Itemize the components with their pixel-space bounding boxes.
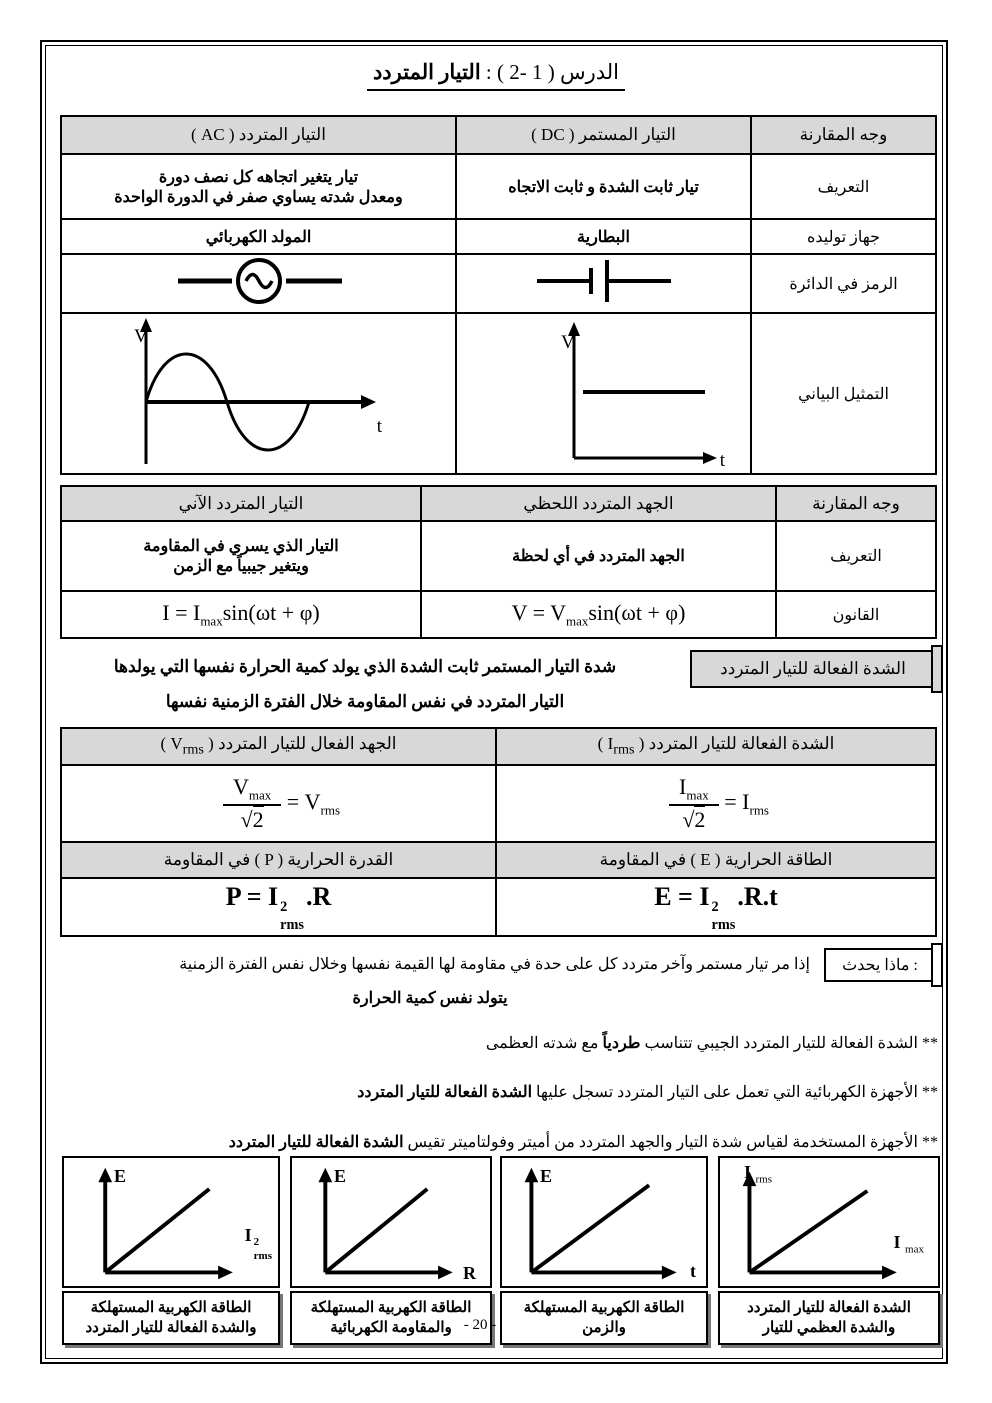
t3-formula-row-1 — [61, 765, 936, 842]
graph-energy-vs-resistance — [290, 1156, 492, 1288]
t1-definition-ac: تيار يتغير اتجاهه كل نصف دورة ومعدل شدته يساوي صفر في الدورة الواحدة — [61, 154, 456, 219]
t2-definition-row — [61, 521, 936, 591]
graph-energy-vs-time — [500, 1156, 708, 1288]
graph3-caption: الطاقة الكهربية المستهلكة والزمن — [500, 1291, 708, 1345]
title-lesson-number: ( 2- 1 ) — [497, 60, 555, 84]
t1-header-dc: التيار المستمر ( DC ) — [456, 116, 751, 154]
what-happens-line2: يتولد نفس كمية الحرارة — [352, 990, 508, 1007]
t2-definition-voltage: الجهد المتردد في أي لحظة — [421, 521, 776, 591]
t3-header-row-2 — [61, 842, 936, 878]
title-topic: التيار المتردد — [372, 60, 481, 84]
lesson-title — [58, 60, 934, 91]
t2-law-label: القانون — [776, 591, 936, 638]
power-formula: P = I 2 rms .R — [61, 878, 496, 936]
t1-header-row — [61, 116, 936, 154]
t2-header-voltage: الجهد المتردد اللحظي — [421, 486, 776, 521]
what-happens-line1: إذا مر تيار مستمر وآخر متردد كل على حدة في مقاومة لها القيمة نفسها وخلال نفس الفترة الزمنية — [179, 956, 810, 973]
vrms-header: الجهد الفعال للتيار المتردد ( $V_{rms}$ ) — [61, 728, 496, 765]
t3-formula-row-2 — [61, 878, 936, 936]
ac-graph-t-label: t — [376, 416, 382, 437]
effective-current-ribbon: الشدة الفعالة للتيار المتردد — [690, 650, 936, 688]
effective-definition-line1: شدة التيار المستمر ثابت الشدة الذي يولد كمية الحرارة نفسها التي يولدها — [113, 657, 617, 676]
t1-generator-row — [61, 219, 936, 254]
t1-graph-label: التمثيل البياني — [751, 313, 936, 474]
graph1-caption: الطاقة الكهربية المستهلكة والشدة الفعالة للتيار المتردد — [62, 1291, 280, 1345]
rms-table — [60, 727, 937, 937]
graph-irms-vs-imax — [718, 1156, 940, 1288]
dc-constant-graph — [456, 313, 751, 474]
effective-definition-line2: التيار المتردد في نفس المقاومة خلال الفترة الزمنية نفسها — [165, 692, 565, 711]
title-lesson-word: الدرس — [559, 60, 620, 84]
t1-definition-dc: تيار ثابت الشدة و ثابت الاتجاه — [456, 154, 751, 219]
instantaneous-comparison-table — [60, 485, 937, 639]
t2-header-compare: وجه المقارنة — [776, 486, 936, 521]
what-happens-label: ماذا يحدث : — [824, 948, 936, 982]
t1-generator-dc: البطارية — [456, 219, 751, 254]
graph3-y-label: E — [540, 1166, 553, 1186]
t1-header-ac: التيار المتردد ( AC ) — [61, 116, 456, 154]
irms-header: الشدة الفعالة للتيار المتردد ( $I_{rms}$ ) — [496, 728, 936, 765]
irms-formula: $I_{rms}$ = $\frac{I_{max}}{√2}$ — [496, 765, 936, 842]
vrms-formula: $V_{rms}$ = $\frac{V_{max}}{√2}$ — [61, 765, 496, 842]
graph4-y-label: I $_{rms}$ — [744, 1162, 773, 1186]
page-number: - 20 - — [463, 1317, 497, 1333]
current-law-formula: $I = I_{max}\sin(\omega t + \varphi)$ — [61, 591, 421, 638]
energy-header: الطاقة الحرارية ( E ) في المقاومة — [496, 842, 936, 878]
t1-generator-ac: المولد الكهربائي — [61, 219, 456, 254]
t2-header-row — [61, 486, 936, 521]
ac-dc-comparison-table — [60, 115, 937, 475]
t1-generator-label: جهاز توليده — [751, 219, 936, 254]
graph2-x-label: R — [463, 1263, 476, 1283]
graph1-x-label: I 2 rms — [244, 1225, 272, 1262]
t2-header-current: التيار المتردد الآني — [61, 486, 421, 521]
graph2-caption: الطاقة الكهربية المستهلكة والمقاومة الكهربائية — [290, 1291, 492, 1345]
t2-definition-current: التيار الذي يسري في المقاومة ويتغير جيبياً مع الزمن — [61, 521, 421, 591]
graph4-x-label: I $_{max}$ — [893, 1232, 924, 1256]
note-2: ** الأجهزة الكهربائية التي تعمل على التيار المتردد تسجل عليها الشدة الفعالة للتيار المتردد — [357, 1084, 938, 1101]
graph2-y-label: E — [334, 1166, 347, 1186]
power-header: القدرة الحرارية ( P ) في المقاومة — [61, 842, 496, 878]
t1-symbol-row — [61, 254, 936, 313]
note-1: ** الشدة الفعالة للتيار المتردد الجيبي تتناسب طردياً مع شدته العظمى — [485, 1035, 938, 1052]
ac-sine-graph — [61, 313, 456, 474]
t1-graph-row — [61, 313, 936, 474]
graph1-y-label: E — [114, 1166, 127, 1186]
ac-source-symbol-icon — [61, 254, 456, 313]
graph4-caption: الشدة الفعالة للتيار المتردد والشدة العظمي للتيار — [718, 1291, 940, 1345]
note-3: ** الأجهزة المستخدمة لقياس شدة التيار والجهد المتردد من أميتر وفولتاميتر تقيس الشدة الفعالة للتيار المتردد — [228, 1134, 938, 1151]
dc-graph-v-label: V — [561, 332, 575, 353]
dc-graph-t-label: t — [719, 450, 725, 466]
energy-formula: E = I 2 rms .R.t — [496, 878, 936, 936]
t1-header-compare: وجه المقارنة — [751, 116, 936, 154]
voltage-law-formula: $V = V_{max}\sin(\omega t + \varphi)$ — [421, 591, 776, 638]
ac-graph-v-label: V — [134, 326, 148, 347]
title-separator: : — [485, 60, 492, 84]
t2-law-row — [61, 591, 936, 638]
t2-definition-label: التعريف — [776, 521, 936, 591]
t3-header-row-1 — [61, 728, 936, 765]
t1-definition-row — [61, 154, 936, 219]
battery-symbol-icon — [456, 254, 751, 313]
t1-symbol-label: الرمز في الدائرة — [751, 254, 936, 313]
t1-definition-label: التعريف — [751, 154, 936, 219]
graph-energy-vs-irms2 — [62, 1156, 280, 1288]
graph3-x-label: t — [690, 1261, 696, 1281]
